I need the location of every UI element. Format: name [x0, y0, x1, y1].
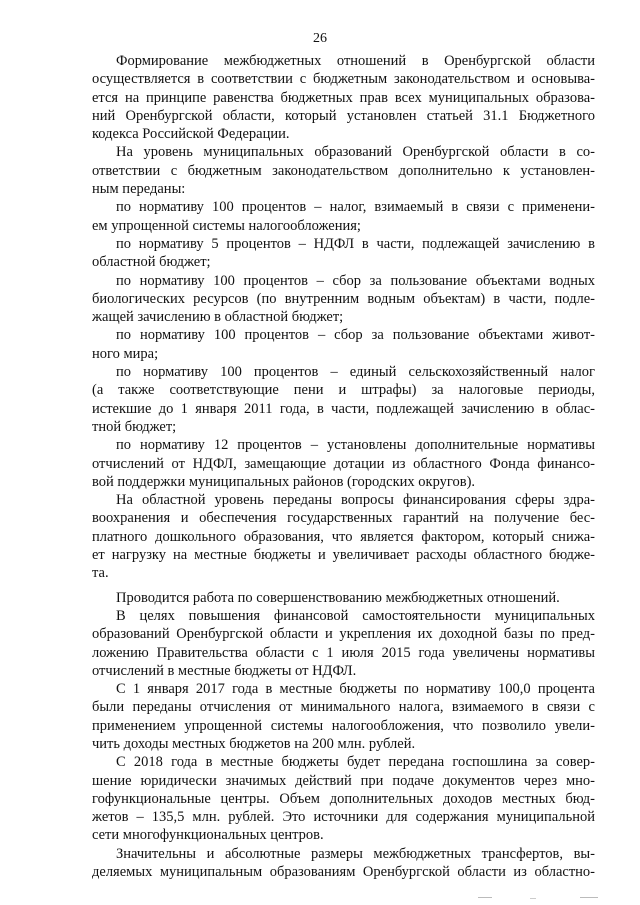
text-line: ответствии с бюджетным законодательством дополнительно к установлен- [92, 162, 595, 179]
text-line: осуществляется в соответствии с бюджетным законодательством и основыва- [92, 71, 595, 88]
text-line: Проводится работа по совершенствованию межбюджетных отношений. [116, 589, 560, 606]
text-line: С 1 января 2017 года в местные бюджеты по нормативу 100,0 процента [116, 681, 595, 698]
text-line: (а также соответствующие пени и штрафы) за налоговые периоды, [92, 382, 595, 399]
text-line: Значительны и абсолютные размеры межбюджетных трансфертов, вы- [116, 845, 595, 862]
text-line: ным переданы: [92, 181, 186, 198]
scan-artifact [470, 896, 620, 900]
paragraph-transfers-size [92, 845, 595, 882]
text-line: В целях повышения финансовой самостоятельности муниципальных [116, 607, 595, 624]
text-line: На уровень муниципальных образований Оренбургской области в со- [116, 144, 595, 161]
text-line: воохранения и обеспечения государственных гарантий на получение бес- [92, 510, 595, 527]
list-item-water-resources [92, 272, 595, 327]
text-line: жащей зачислению в областной бюджет; [92, 309, 344, 326]
text-line: истекшие до 1 января 2011 года, в части, подлежащей зачислению в облас- [92, 400, 595, 417]
text-line: применением упрощенной системы налогообложения, что позволило увели- [92, 717, 595, 734]
text-line: Формирование межбюджетных отношений в Оренбургской области [116, 53, 595, 69]
list-item-wildlife [92, 326, 595, 363]
text-line: ем упрощенной системы налогообложения; [92, 217, 361, 234]
paragraph-2018 [92, 753, 595, 844]
list-item-ndfl-12 [92, 436, 595, 491]
text-line: по нормативу 5 процентов – НДФЛ в части, подлежащей зачислению в [116, 235, 595, 252]
text-line: жетов – 135,5 млн. рублей. Это источники для содержания муниципальной [92, 809, 595, 826]
list-item-simplified-tax [92, 198, 595, 235]
text-line: та. [92, 565, 109, 582]
list-item-ndfl-5 [92, 235, 595, 272]
text-line: С 2018 года в местные бюджеты будет передана госпошлина за совер- [116, 754, 595, 771]
text-line: были переданы отчисления от минимального налога, взимаемого в связи с [92, 699, 595, 716]
text-line: ного мира; [92, 345, 159, 362]
text-line: ется на принципе равенства бюджетных прав всех муниципальных образова- [92, 89, 595, 106]
paragraph-improvement [92, 589, 595, 607]
text-line: тной бюджет; [92, 418, 177, 435]
text-line: деляемых муниципальным образованиям Оренбургской области из областно- [92, 864, 595, 881]
text-line: отчислений от НДФЛ, замещающие дотации из областного Фонда финансо- [92, 455, 595, 472]
text-line: кодекса Российской Федерации. [92, 126, 290, 143]
text-line: ет нагрузку на местные бюджеты и увеличивает расходы областного бюдже- [92, 547, 595, 564]
text-line: образований Оренбургской области и укрепления их доходной базы по пред- [92, 626, 595, 643]
text-line: гофункциональные центры. Объем дополнительных доходов местных бюд- [92, 790, 595, 807]
page-number: 26 [313, 31, 327, 46]
text-line: по нормативу 100 процентов – сбор за пользование объектами водных [116, 272, 595, 289]
text-line: биологических ресурсов (по внутренним водным объектам) в части, подле- [92, 290, 595, 307]
text-line: сети многофункциональных центров. [92, 827, 324, 844]
text-line: чить доходы местных бюджетов на 200 млн. рублей. [92, 735, 416, 752]
text-line: областной бюджет; [92, 254, 211, 271]
paragraph-intro [92, 52, 595, 143]
text-line: по нормативу 100 процентов – сбор за пользование объектами живот- [116, 327, 595, 344]
paragraph-municipal-transfers [92, 143, 595, 198]
text-line: платного дошкольного образования, что является фактором, который снижа- [92, 528, 595, 545]
text-line: шение юридически значимых действий при подаче документов через мно- [92, 772, 595, 789]
paragraph-financial-independence [92, 607, 595, 680]
text-line: ложению Правительства области с 1 июля 2015 года увеличены нормативы [92, 644, 595, 661]
text-line: ний Оренбургской области, который установлен статьей 31.1 Бюджетного [92, 107, 595, 124]
text-line: по нормативу 100 процентов – налог, взимаемый в связи с применени- [116, 199, 595, 216]
paragraph-regional-level [92, 491, 595, 582]
text-line: вой поддержки муниципальных районов (городских округов). [92, 473, 476, 490]
list-item-agricultural-tax [92, 363, 595, 436]
text-line: по нормативу 100 процентов – единый сельскохозяйственный налог [116, 364, 595, 381]
document-body [92, 52, 595, 881]
text-line: На областной уровень переданы вопросы финансирования сферы здра- [116, 492, 595, 509]
text-line: отчислений в местные бюджеты от НДФЛ. [92, 662, 357, 679]
text-line: по нормативу 12 процентов – установлены дополнительные нормативы [116, 437, 595, 454]
paragraph-2017 [92, 680, 595, 753]
